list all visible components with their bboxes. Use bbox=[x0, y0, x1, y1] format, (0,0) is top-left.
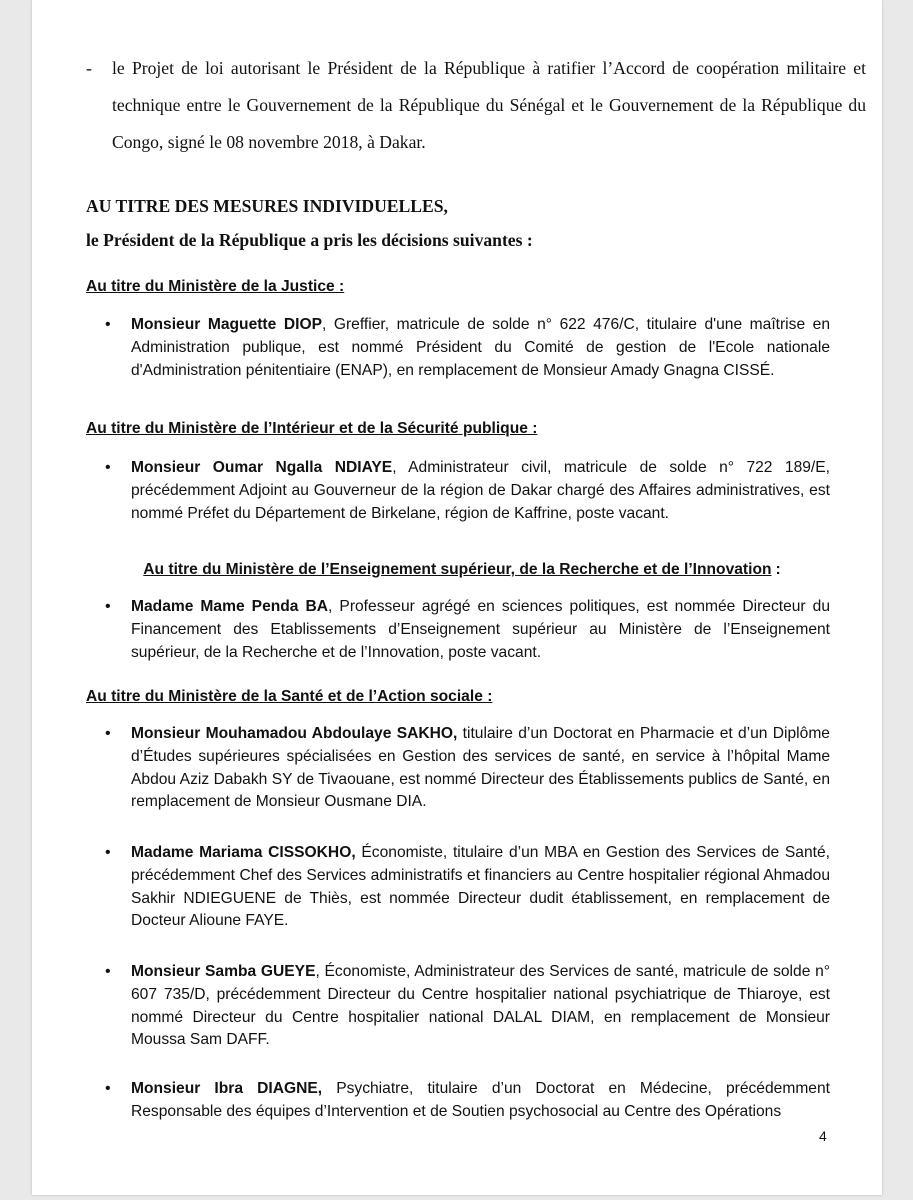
entry-mame-penda-ba bbox=[105, 596, 830, 664]
bullet-icon: • bbox=[105, 844, 111, 861]
individual-measures-heading bbox=[86, 189, 846, 257]
section-title-colon: : bbox=[775, 561, 781, 578]
heading-line-2: le Président de la République a pris les décisions suivantes : bbox=[86, 230, 533, 250]
entry-ibra-diagne bbox=[105, 1078, 830, 1124]
dash-marker: - bbox=[86, 58, 92, 78]
section-title-justice: Au titre du Ministère de la Justice : bbox=[86, 278, 345, 295]
section-title-enseignement-superieur bbox=[72, 559, 852, 581]
entry-name: Monsieur Oumar Ngalla NDIAYE bbox=[131, 459, 393, 476]
bullet-icon: • bbox=[105, 963, 111, 980]
entry-oumar-ngalla-ndiaye bbox=[105, 457, 830, 525]
heading-line-1: AU TITRE DES MESURES INDIVIDUELLES, bbox=[86, 196, 448, 216]
entry-name: Monsieur Samba GUEYE bbox=[131, 963, 316, 980]
entry-mariama-cissokho bbox=[105, 842, 830, 933]
entry-name: Monsieur Mouhamadou Abdoulaye SAKHO, bbox=[131, 725, 458, 742]
page-number: 4 bbox=[819, 1128, 827, 1144]
intro-list-item bbox=[86, 50, 866, 161]
bullet-icon: • bbox=[105, 316, 111, 333]
entry-name: Monsieur Ibra DIAGNE, bbox=[131, 1080, 323, 1097]
entry-text: , Greffier, matricule de solde n° 622 476/C, titulaire d'une maîtrise en Administration publique, est nommé Président du Comité de gestion de l'Ecole nationale d'Administration pénitentiaire (ENAP), en remplacement de Monsieur Amady Gnagna CISSÉ. bbox=[131, 316, 831, 379]
entry-maguette-diop bbox=[105, 314, 830, 382]
entry-text: Psychiatre, titulaire d’un Doctorat en Médecine, précédemment Responsable des équipes d’Intervention et de Soutien psychosocial au Centre des Opérations bbox=[131, 1080, 830, 1120]
bullet-icon: • bbox=[105, 459, 111, 476]
entry-name: Monsieur Maguette DIOP bbox=[131, 316, 322, 333]
entry-text: , Professeur agrégé en sciences politiques, est nommée Directeur du Financement des Etablissements d’Enseignement supérieur au Ministère de l’Enseignement supérieur, de la Recherche et de l’Innovation, poste vacant. bbox=[131, 598, 830, 661]
section-title-interieur: Au titre du Ministère de l’Intérieur et de la Sécurité publique : bbox=[86, 420, 538, 437]
bullet-icon: • bbox=[105, 598, 111, 615]
entry-text: titulaire d’un Doctorat en Pharmacie et d’un Diplôme d’Études supérieures spécialisées en Gestion des services de santé, en service à l’hôpital Mame Abdou Aziz Dabakh SY de Tivaouane, est nommé Directeur des Établissements publics de Santé, en remplacement de Monsieur Ousmane DIA. bbox=[131, 725, 830, 811]
entry-text: Économiste, titulaire d’un MBA en Gestion des Services de Santé, précédemment Chef des Services administratifs et financiers au Centre hospitalier régional Ahmadou Sakhir NDIEGUENE de Thiès, est nommée Directeur dudit établissement, en remplacement de Docteur Alioune FAYE. bbox=[131, 844, 830, 930]
entry-text: , Administrateur civil, matricule de solde n° 722 189/E, précédemment Adjoint au Gouverneur de la région de Dakar chargé des Affaires administratives, est nommé Préfet du Département de Birkelane, région de Kaffrine, poste vacant. bbox=[131, 459, 830, 522]
section-title-sante: Au titre du Ministère de la Santé et de l’Action sociale : bbox=[86, 688, 493, 705]
entry-name: Madame Mariama CISSOKHO, bbox=[131, 844, 356, 861]
entry-name: Madame Mame Penda BA bbox=[131, 598, 329, 615]
section-title-text: Au titre du Ministère de l’Enseignement supérieur, de la Recherche et de l’Innovation bbox=[143, 561, 772, 578]
entry-text: , Économiste, Administrateur des Services de santé, matricule de solde n° 607 735/D, précédemment Directeur du Centre hospitalier national psychiatrique de Thiaroye, est nommé Directeur du Centre hospitalier national DALAL DIAM, en remplacement de Monsieur Moussa Sam DAFF. bbox=[131, 963, 830, 1049]
entry-samba-gueye bbox=[105, 961, 830, 1052]
document-page bbox=[32, 0, 882, 1195]
bullet-icon: • bbox=[105, 725, 111, 742]
entry-mouhamadou-abdoulaye-sakho bbox=[105, 723, 830, 814]
bullet-icon: • bbox=[105, 1080, 111, 1097]
intro-item-text: le Projet de loi autorisant le Président de la République à ratifier l’Accord de coopération militaire et technique entre le Gouvernement de la République du Sénégal et le Gouvernement de la République du Congo, signé le 08 novembre 2018, à Dakar. bbox=[112, 58, 866, 152]
